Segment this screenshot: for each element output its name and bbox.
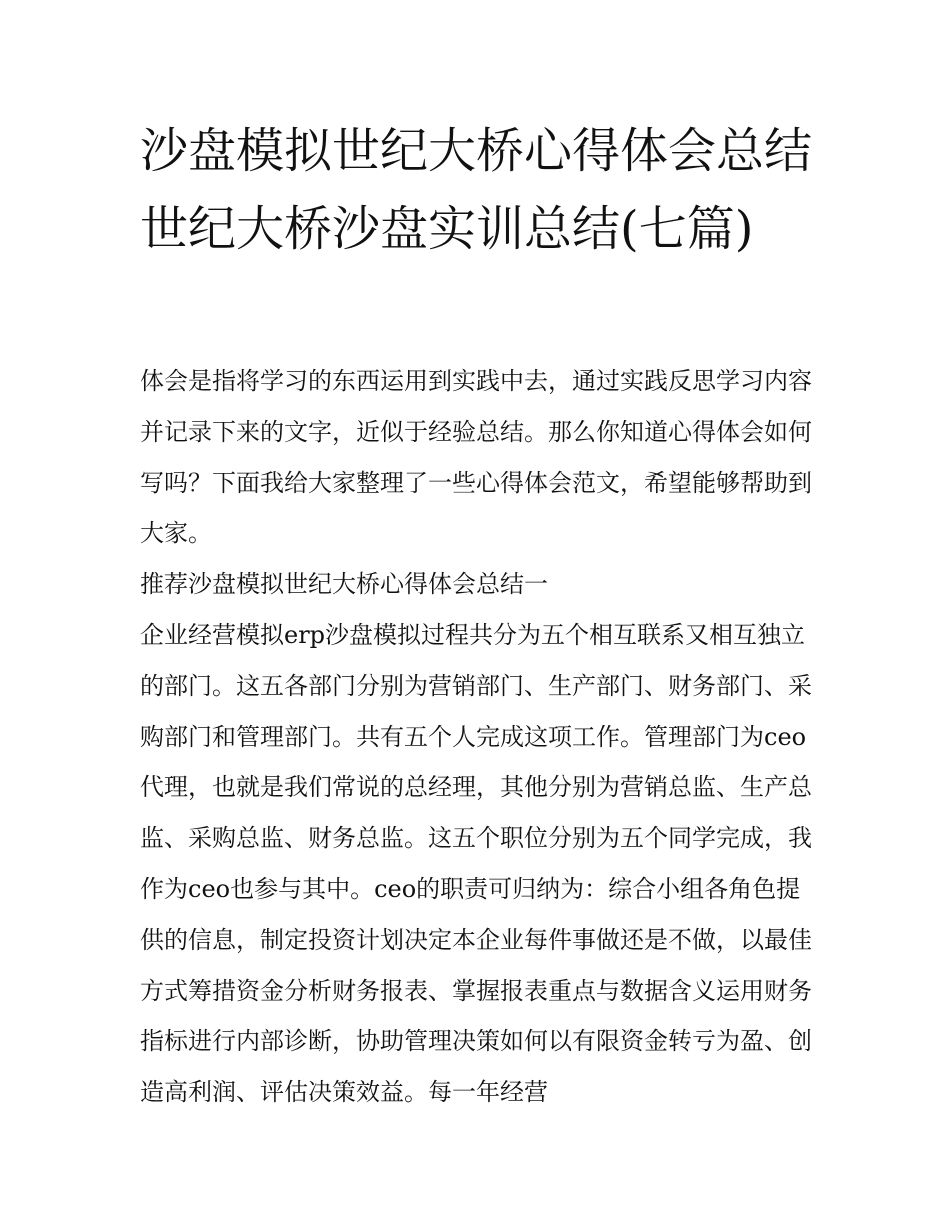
- document-title: 沙盘模拟世纪大桥心得体会总结 世纪大桥沙盘实训总结(七篇): [140, 123, 813, 257]
- section-heading: 推荐沙盘模拟世纪大桥心得体会总结一: [140, 570, 548, 599]
- body-paragraph: 企业经营模拟erp沙盘模拟过程共分为五个相互联系又相互独立的部门。这五各部门分别为营销部门、生产部门、财务部门、采购部门和管理部门。共有五个人完成这项工作。管理部门为ceo代理，也就是我们常说的总经理，其他分别为营销总监、生产总监、采购总监、财务总监。这五个职位分别为五个同学完成，我作为ceo也参与其中。ceo的职责可归纳为：综合小组各角色提供的信息，制定投资计划决定本企业每件事做还是不做，以最佳方式筹措资金分析财务报表、掌握报表重点与数据含义运用财务指标进行内部诊断，协助管理决策如何以有限资金转亏为盈、创造高利润、评估决策效益。每一年经营: [140, 620, 812, 1107]
- document-body: [140, 356, 820, 1118]
- intro-paragraph: 体会是指将学习的东西运用到实践中去，通过实践反思学习内容并记录下来的文字，近似于经验总结。那么你知道心得体会如何写吗？下面我给大家整理了一些心得体会范文，希望能够帮助到大家。: [140, 367, 812, 548]
